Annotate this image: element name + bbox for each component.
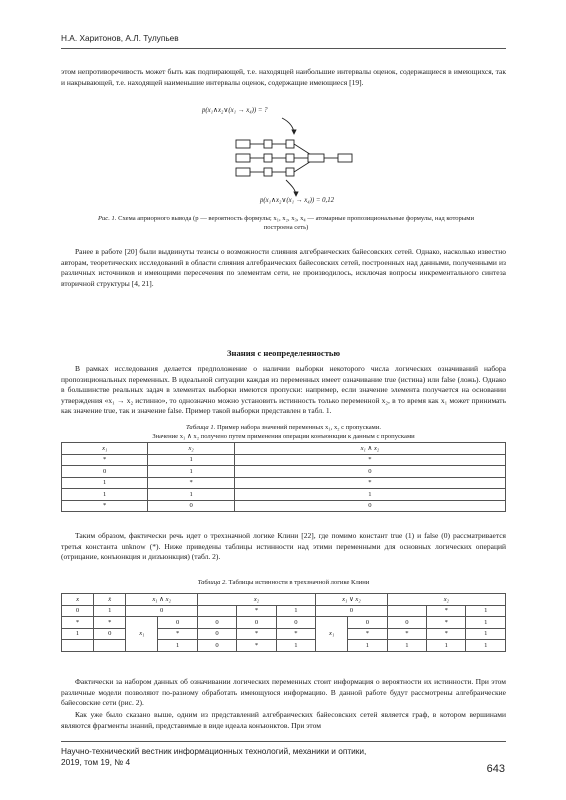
table-cell: x₁ [316,617,348,652]
footer-rule [61,741,506,742]
table-cell: 1 [148,466,234,478]
table-cell: 1 [387,640,426,652]
table-header-cell: x₁ [62,443,148,455]
table-cell: 1 [62,489,148,501]
table-cell: 0 [126,605,198,617]
table-1-caption [61,423,506,441]
table-1-caption-line1: Пример набора значений переменных x₁, x₂ с пропусками. [216,424,382,431]
table-cell [62,640,94,652]
table-cell: 1 [466,605,506,617]
table-1-caption-number: Таблица 1. [185,424,216,431]
table-cell: * [276,628,315,640]
table-cell: 1 [466,617,506,629]
footer-journal [61,746,366,768]
paragraph-2: В рамках исследования делается предположение о наличии выборки некоторого числа логических означиваний набора пропозициональных переменных. В идеальной ситуации каждая из переменных имеет означивание true (истина) или false (ложь). Однако в большинстве реальных задач в элементах выборки имеются пропуски: например, если значение элемента получается на основании утверждения «x₁ → x₂ истинно», то однозначно можно установить истинность только переменной x₂, в то время как x₁ может принимать как значение true, так и значение false. Пример такой выборки представлен в табл. 1. [61,364,506,416]
table-cell: 1 [466,640,506,652]
table-cell: 0 [62,605,94,617]
table-cell: * [234,477,505,489]
table-header-cell: x₁ ∧ x₂ [234,443,505,455]
table-row [62,466,506,478]
table-row [62,477,506,489]
table-2-caption-number: Таблица 2. [197,579,227,586]
table-cell [197,605,236,617]
table-cell [387,605,426,617]
table-header-row [62,594,506,606]
paragraph-4: Фактически за набором данных об означивании логических переменных стоит информация о вероятности их истинности. При этом различные модели позволяют по-разному обработать имеющуюся информацию. В данной работе будут рассмотрены алгебраические байесовские сети (рис. 2). [61,677,506,708]
table-cell: * [387,628,426,640]
running-header: Н.А. Харитонов, А.Л. Тулупьев [61,33,179,43]
table-header-cell: x̄ [94,594,126,606]
table-cell: * [237,628,276,640]
table-cell: * [237,605,276,617]
table-cell: 1 [466,628,506,640]
table-cell: 1 [276,605,315,617]
table-header-cell: x₂ [387,594,505,606]
table-cell: 0 [148,500,234,512]
figure-label-top: p(x₁∧x₂∨(x₁ → x₄)) = ? [202,107,268,114]
table-cell: 1 [62,628,94,640]
table-row [62,454,506,466]
table-cell: * [234,454,505,466]
table-header-cell: x₂ [197,594,315,606]
table-cell: 0 [197,640,236,652]
paragraph-1: Ранее в работе [20] были выдвинуты тезисы о возможности слияния алгебраических байесовских сетей. Однако, насколько известно авторам, теоретических исследований в области слияния алгебраических байесовских сетей, построенных над данными, полученными из различных источников и имеющими пересечения по элементам сети, не производилось, исключая вопросы инкрементального синтеза вторичной структуры [4, 21]. [61,247,506,288]
table-2-caption-text: Таблицы истинности в трехзначной логике Клини [228,579,370,586]
table-1 [61,442,506,512]
section-title: Знания с неопределенностью [226,348,341,358]
figure-caption-number: Рис. 1. [97,215,117,222]
table-cell: 1 [94,605,126,617]
table-cell: 0 [197,617,236,629]
table-cell: * [427,628,466,640]
table-header-cell: x₁ ∧ x₂ [126,594,198,606]
table-cell: * [62,454,148,466]
table-header-cell: x₁ ∨ x₂ [316,594,388,606]
table-2 [61,593,506,652]
table-header-row [62,443,506,455]
table-cell: 1 [148,489,234,501]
figure-1 [200,100,380,212]
arrow-bottom [286,180,296,196]
table-cell: * [427,605,466,617]
table-cell: 1 [158,640,197,652]
table-cell: x₁ [126,617,158,652]
paragraph-3: Таким образом, фактически речь идет о трехзначной логике Клини [22], где помимо констант true (1) и false (0) рассматривается третья константа unknow (*). Ниже приведены таблицы истинности над этими переменными для основных логических операций (отрицание, конъюнкция и дизъюнкция) (табл. 2). [61,531,506,562]
table-cell: 0 [276,617,315,629]
figure-1-caption [86,214,486,232]
table-cell: 1 [148,454,234,466]
table-cell: 1 [348,640,387,652]
table-row [62,500,506,512]
table-cell: * [348,628,387,640]
table-cell: 0 [234,500,505,512]
footer-line-1: Научно-технический вестник информационных технологий, механики и оптики, [61,746,367,756]
table-cell: * [158,628,197,640]
table-row [62,617,506,629]
table-cell: 1 [276,640,315,652]
table-cell: 0 [316,605,388,617]
table-header-cell: x [62,594,94,606]
table-header-cell: x₂ [148,443,234,455]
table-cell: 1 [427,640,466,652]
table-cell: * [148,477,234,489]
table-1-caption-line2: Значение x₁ ∧ x₂ получено путем применения операции конъюнкции к данным с пропусками [152,433,415,440]
table-cell: 0 [387,617,426,629]
table-cell: * [62,500,148,512]
table-cell: 0 [348,617,387,629]
table-cell: 0 [234,466,505,478]
paragraph-5: Как уже было сказано выше, одним из представлений алгебраических байесовских сетей является граф, в котором вершинами являются фрагменты знаний, представимые в виде идеала конъюнктов. При этом [61,710,506,730]
table-cell: * [427,617,466,629]
arrow-top [282,118,294,134]
page-number: 643 [486,763,505,775]
table-cell: 1 [62,477,148,489]
intro-paragraph: этом непротиворечивость может быть как подпирающей, т.е. находящей наибольшие интервалы оценок, содержащиеся в имеющихся, так и накрывающей, т.е. находящей наименьшие интервалы оценок, содержащие имеющиеся [19]. [61,67,506,87]
table-2-caption [61,578,506,587]
table-cell: 0 [237,617,276,629]
header-rule [61,48,506,49]
figure-label-bottom: p(x₁∧x₂∨(x₁ → x₄)) = 0,12 [260,197,334,204]
table-cell: * [94,617,126,629]
table-cell: * [237,640,276,652]
table-cell: 0 [158,617,197,629]
table-cell: 0 [197,628,236,640]
table-cell: 0 [94,628,126,640]
table-cell: 1 [234,489,505,501]
table-row [62,605,506,617]
figure-caption-text: Схема априорного вывода (p — вероятность формулы; x₁, x₂, x₃, x₄ — атомарные пропозициональные формулы, над которыми построена сеть) [118,215,474,231]
table-cell [94,640,126,652]
table-cell: 0 [62,466,148,478]
table-cell: * [62,617,94,629]
table-row [62,489,506,501]
footer-line-2: 2019, том 19, № 4 [61,757,131,767]
